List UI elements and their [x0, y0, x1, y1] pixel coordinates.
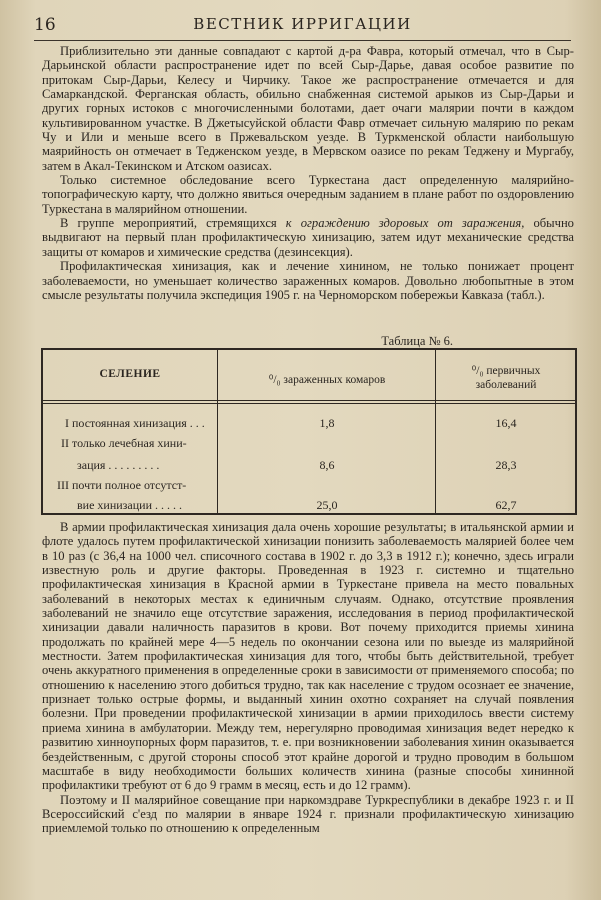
paragraph-text: обычно выдвигают на первый план профилактическую хинизацию, затем идут механические средства защиты от комаров и химические средства (дезинсекция).: [42, 216, 574, 259]
paragraph: Профилактическая хинизация, как и лечение хинином, не только понижает процент заболеваемости, но уменьшает количество зараженных комаров. Довольно любопытные в этом смысле результаты получила экспедиция 1905 г. на Черноморском побережьи Кавказа (табл.).: [42, 259, 574, 302]
table-rule: [43, 400, 575, 401]
column-header-primary: ⁰/₀ первичных: [471, 365, 541, 377]
mosquitoes-value: 25,0: [316, 498, 338, 512]
column-divider: [435, 350, 436, 513]
row-label-cont: вие хинизации . . . . .: [77, 498, 183, 512]
page-number: 16: [34, 15, 56, 35]
column-divider: [217, 350, 218, 513]
mosquitoes-value: 1,8: [319, 416, 335, 430]
row-label: II только лечебная хини-: [61, 436, 187, 450]
paragraph: Только системное обследование всего Туркестана даст определенную малярийно-топографическую карту, что должно явиться очередным заданием в плане работ по оздоровлению Туркестана в малярийном отношении.: [42, 173, 574, 216]
paragraph-text: В группе мероприятий, стремящихся: [60, 216, 286, 231]
column-header-primary-line2: заболеваний: [475, 379, 537, 391]
row-label: I постоянная хинизация . . .: [65, 416, 205, 430]
paragraph: В армии профилактическая хинизация дала очень хорошие результаты; в итальянской армии и флоте удалось путем профилактической хинизации понизить заболеваемость малярией более чем в 10 раз (с 36,4 на 1000 чел. списочного состава в 1902 г. до 3,3 в 1912 г.); конечно, здесь играли известную роль и другие факторы. Проведенная в 1923 г. системно и тщательно профилактическая хинизация в Красной армии в Туркестане привела на место повальных заболеваний в некоторых местах к единичным случаям. Однако, отсутствие проявления заболеваний не значило еще отсутствие заражения, исследования в период профилактической хинизации давали наличность паразитов в крови. Вот почему приходится приемы хинина продолжать по крайней мере 4—5 недель по окончании сезона или по выезде из малярийной местности. Затем профилактическая хинизация для того, чтобы быть действительной, требует очень аккуратного применения в определенные сроки в зависимости от применяемого способа; по отношению к населению этого добиться трудно, так как население с трудом осознает ее значение, признает только острые формы, и выданный хинин охотно сохраняет на случай появления болезни. При проведении профилактической хинизации в армии приходилось ввести систему приема хинина в амбулатории. Между тем, нерегулярно проводимая хинизация ведет нередко к развитию хинноупорных форм паразитов, т. е. при возникновении заболевания хинин оказывается бездейственным, с другой стороны способ этот крайне дорогой и трудно проводим в большом масштабе в виду необходимости больших количеств хинина (разные способы хининной профилактики требуют от 6 до 9 грамм в месяц, есть и до 12 грамм).: [42, 520, 574, 793]
paragraph: Поэтому и II малярийное совещание при наркомздраве Туркреспублики в декабре 1923 г. и II Всероссийский с'езд по малярии в январе 1924 г. признали профилактическую хинизацию приемлемой только по отношению к определенным: [42, 792, 574, 836]
paragraph: [42, 216, 574, 259]
italic-phrase: к ограждению здоровых от заражения,: [285, 216, 525, 231]
primary-value: 16,4: [495, 416, 517, 430]
table-caption: Таблица № 6.: [381, 334, 453, 348]
data-table: [41, 348, 577, 515]
primary-value: 62,7: [495, 498, 517, 512]
row-label-cont: зация . . . . . . . . .: [77, 458, 160, 472]
table-rule: [43, 403, 575, 404]
primary-value: 28,3: [495, 458, 517, 472]
journal-title: ВЕСТНИК ИРРИГАЦИИ: [193, 15, 412, 33]
upper-text-block: [42, 44, 574, 302]
row-label: III почти полное отсутст-: [57, 478, 187, 492]
column-header-settlement: СЕЛЕНИЕ: [99, 368, 161, 380]
running-header: [34, 12, 571, 41]
mosquitoes-value: 8,6: [319, 458, 335, 472]
paragraph: Приблизительно эти данные совпадают с картой д-ра Фавра, который отмечал, что в Сыр-Дарьинской области распространение идет по всей Сыр-Дарье, давая особое развитие по притокам Сыр-Дарьи, Келесу и Чирчику. Такое же распространение отмечается и для Самаркандской. Ферганская область, обильно снабженная системой арыков из Сыр-Дарьи и других горных истоков с многочисленными болотами, дает очаги малярии почти в каждом культивированном участке. В Джетысуйской области Фавр отмечает сильную малярию по рекам Чу и Или и меньше всего в Пржевальском уезде. В Туркменской области наибольшую маярийность он отмечает в Тедженском уезде, в Мервском оазисе по рекам Теджену и Мургабу, затем в Акал-Текинском и Атском оазисах.: [42, 44, 574, 173]
lower-text-block: [42, 520, 574, 836]
column-header-mosquitoes: ⁰/₀ зараженных комаров: [268, 374, 386, 386]
